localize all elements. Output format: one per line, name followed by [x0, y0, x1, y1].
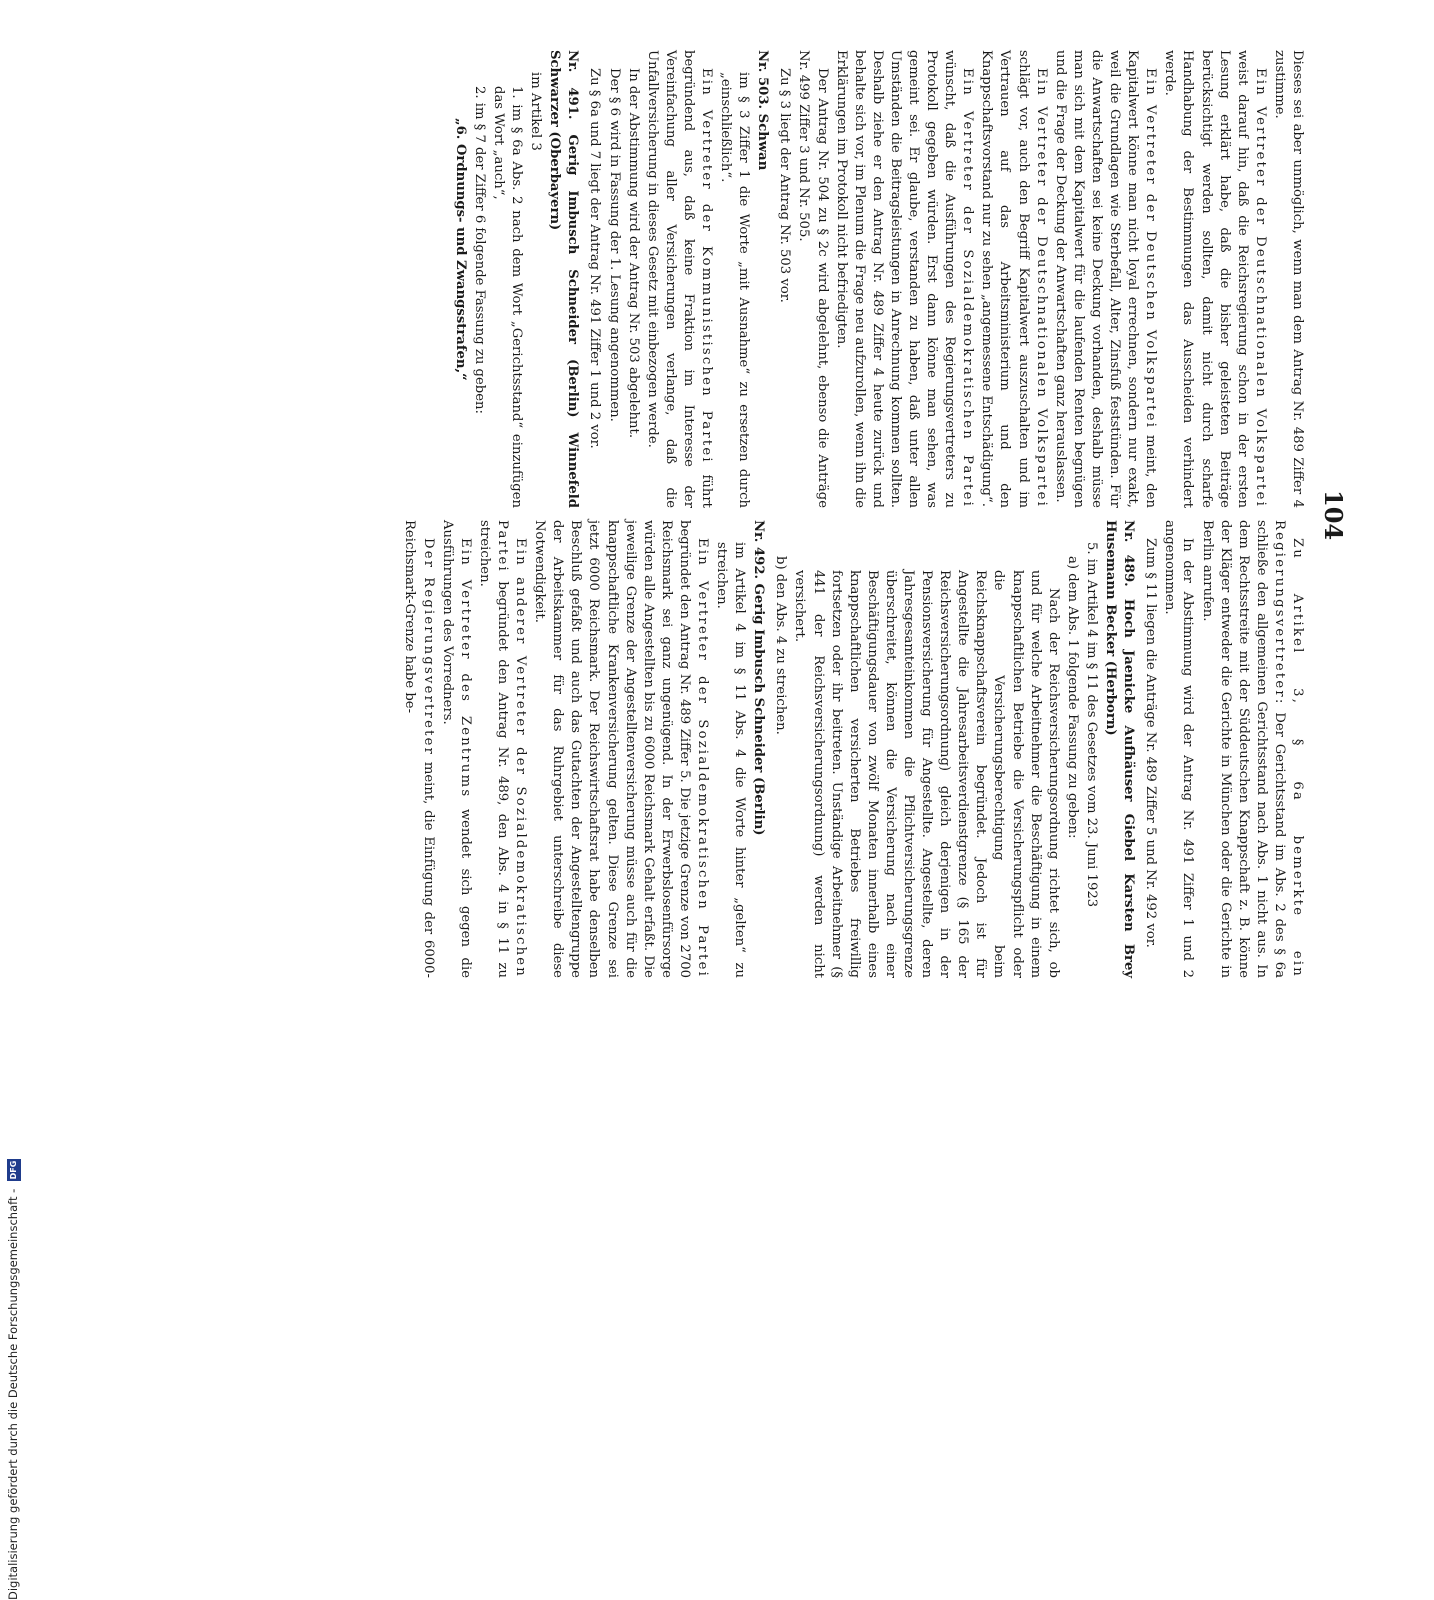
paragraph [1160, 50, 1269, 508]
left-column [450, 50, 1306, 508]
paragraph-text: Zu § 6a und 7 liegt der Antrag Nr. 491 Ziffer 1 und 2 vor. [587, 68, 603, 449]
speaker-lead: Nr. 503. Schwan [755, 50, 771, 171]
paragraph-text: im Artikel 3 [528, 72, 544, 151]
paragraph [749, 520, 767, 978]
paragraph [624, 50, 642, 508]
rotated-page [58, 50, 1348, 980]
paragraph-text: im Artikel 4 im § 11 Abs. 4 die Worte hinter „gelten“ zu streichen. [714, 542, 748, 978]
paragraph [470, 50, 488, 508]
paragraph [790, 520, 1061, 978]
paragraph-text: wünscht, daß die Ausführungen des Regierungsvertreters zu Protokoll gegeben würden. Erst dann könne man sehen, was gemeint sei. Er glaube, verstanden zu haben, daß unter allen Umständen die Beitragsleistungen in Anrechnung kommen sollten. Deshalb ziehe er den Antrag Nr. 489 Ziffer 4 heute zurück und behalte sich vor, im Plenum die Frage neu aufzurollen, wenn ihn die Erklärungen im Protokoll nicht befriedigten. [833, 50, 958, 508]
paragraph-text: 2. im § 7 der Ziffer 6 folgende Fassung zu geben: [471, 86, 487, 414]
paragraph [475, 520, 529, 978]
paragraph-text: begründet den Antrag Nr. 489 Ziffer 5. Die jetzige Grenze von 2700 Reichsmark sei ganz ungenügend. In der Erwerbslosenfürsorge würden alle Angestellten bis zu 6000 Reichsmark Gehalt erfaßt. Die jeweilige Grenze der Angestelltenversicherung müsse auch für die knappschaftliche Krankenversicherung gelten. Diese Grenze sei jetzt 6000 Reichsmark. Der Reichswirtschaftsrat habe denselben Beschluß gefaßt und auch das Gutachten der Angestelltengruppe der Arbeitskammer für das Ruhrgebiet unterschreibe diese Notwendigkeit. [532, 520, 692, 978]
paragraph [1197, 520, 1306, 978]
speaker-lead: Ein Vertreter der Deutschnationalen Volkspartei [1252, 68, 1268, 508]
paragraph-text: meint, die Einfügung der 6000-Reichsmark-Grenze habe be- [402, 520, 436, 978]
paragraph [526, 50, 544, 508]
paragraph [794, 50, 830, 508]
paragraph [832, 50, 977, 508]
paragraph [753, 50, 771, 508]
paragraph [1101, 520, 1137, 978]
speaker-lead: Ein Vertreter der Deutschen Volkspartei [1143, 68, 1159, 430]
paragraph-text: Dieses sei aber unmöglich, wenn man dem Antrag Nr. 489 Ziffer 4 zustimme. [1271, 50, 1305, 508]
paragraph-text: Zu § 3 liegt der Antrag Nr. 503 vor. [777, 68, 793, 303]
paragraph [530, 520, 711, 978]
speaker-lead: Zu Artikel 3, § 6a bemerkte ein Regierungsvertreter: [1271, 520, 1305, 978]
paragraph [400, 520, 436, 978]
paragraph-text: 5. im Artikel 4 im § 11 des Gesetzes vom 23. Juni 1923 [1083, 542, 1099, 908]
paragraph-text: „6. Ordnungs- und Zwangsstrafen,“ [452, 118, 468, 381]
paragraph [712, 520, 748, 978]
paragraph-text: begründet den Antrag Nr. 489, den Abs. 4 in § 11 zu streichen. [476, 520, 510, 978]
paragraph [545, 50, 581, 508]
paragraph-text: Zum § 11 liegen die Anträge Nr. 489 Ziffer 5 und Nr. 492 vor. [1143, 538, 1159, 948]
paragraph [1082, 520, 1100, 978]
paragraph-text: Nach der Reichsversicherungsordnung richtet sich, ob und für welche Arbeitnehmer die Beschäftigung in einem knappschaftlichen Betriebe die Versicherungspflicht oder die Versicherungsberechtigung beim Reichsknappschaftsverein begründet. Jedoch ist für Angestellte die Jahresarbeitsverdienstgrenze (§ 165 der Reichsversicherungsordnung) gleich derjenigen in der Pensionsversicherung für Angestellte. Angestellte, deren Jahresgesamteinkommen die Pflichtversicherungsgrenze überschreitet, können die Versicherung nach einer Beschäftigungsdauer von zwölf Monaten innerhalb eines knappschaftlichen versicherten Betriebes freiwillig fortsetzen oder ihr beitreten. Unständige Arbeitnehmer (§ 441 der Reichsversicherungsordnung) werden nicht versichert. [792, 570, 1061, 978]
footer-text: Digitalisierung gefördert durch die Deutsche Forschungsgemeinschaft - [6, 1188, 20, 1600]
paragraph [489, 50, 525, 508]
speaker-lead: Nr. 489. Hoch Jaenicke Aufhäuser Giebel Karsten Brey Husemann Becker (Herborn) [1103, 520, 1137, 978]
paragraph [1160, 520, 1196, 978]
paragraph-text: im § 3 Ziffer 1 die Worte „mit Ausnahme“ zu ersetzen durch „einschließlich“. [718, 72, 752, 508]
speaker-lead: Der Regierungsvertreter [420, 538, 436, 757]
speaker-lead: Nr. 491. Gerig Imbusch Schneider (Berlin) Winnefeld Schwarzer (Oberbayern) [547, 50, 581, 508]
speaker-lead: Ein Vertreter der Deutschnationalen Volkspartei [1033, 68, 1049, 508]
page-number: 104 [1319, 490, 1348, 541]
paragraph [775, 50, 793, 508]
paragraph-text: a) dem Abs. 1 folgende Fassung zu geben: [1064, 556, 1080, 839]
speaker-lead: Ein Vertreter der Sozialdemokratischen Partei [695, 538, 710, 978]
paragraph [977, 50, 1049, 508]
speaker-lead: Ein Vertreter des Zentrums [457, 538, 473, 799]
paragraph-text: meint, den Kapitalwert könne man nicht loyal errechnen, sondern nur exakt, weil die Grundlagen wie Sterbefall, Alter, Zinsfuß feststünden. Für die Anwartschaften sei keine Deckung vorhanden, deshalb müsse man sich mit dem Kapitalwert für die laufenden Renten begnügen und die Frage der Deckung der Anwartschaften ganz herauslassen. [1052, 50, 1159, 508]
paragraph-text: b) den Abs. 4 zu streichen. [773, 556, 789, 735]
paragraph [1141, 520, 1159, 978]
paragraph-text: schlägt vor, auch den Begriff Kapitalwert auszuschalten und im Vertrauen auf das Arbeitsministerium und den Knappschaftsvorstand nur zu sehen „angemessene Entschädigung“. [979, 50, 1031, 508]
paragraph [643, 50, 715, 508]
paragraph-text: wendet sich gegen die Ausführungen des Vorredners. [439, 520, 473, 978]
paragraph [604, 50, 622, 508]
paragraph [451, 50, 469, 508]
speaker-lead: Ein anderer Vertreter der Sozialdemokratischen Partei [494, 520, 529, 978]
paragraph-text: In der Abstimmung wird der Antrag Nr. 491 Ziffer 1 und 2 angenommen. [1162, 520, 1196, 978]
paragraph-text: In der Abstimmung wird der Antrag Nr. 503 abgelehnt. [625, 68, 641, 439]
paragraph-text: Der § 6 wird in Fassung der 1. Lesung angenommen. [606, 68, 622, 422]
digitization-footer [2, 600, 24, 1600]
paragraph-text: Der Antrag Nr. 504 zu § 2c wird abgelehnt, ebenso die Anträge Nr. 499 Ziffer 3 und Nr. 505. [796, 50, 830, 508]
paragraph [1270, 50, 1306, 508]
paragraph-text: 1. im § 6a Abs. 2 nach dem Wort „Gerichtsstand“ einzufügen das Wort „auch“, [490, 86, 525, 508]
paragraph-text: weist darauf hin, daß die Reichsregierung schon in der ersten Lesung erklärt habe, daß die bisher geleisteten Beiträge berücksichtigt werden sollten, damit nicht durch scharfe Handhabung der Bestimmungen das Ausscheiden verhindert werde. [1162, 50, 1250, 508]
dfg-logo: DFG [7, 1159, 21, 1181]
paragraph [771, 520, 789, 978]
speaker-lead: Ein Vertreter der Kommunistischen Partei [699, 68, 714, 464]
paragraph [1063, 520, 1081, 978]
paragraph [585, 50, 603, 508]
paragraph-text: Der Gerichtsstand im Abs. 2 des § 6a schließe den allgemeinen Gerichtsstand nach Abs. 1 nicht aus. In dem Rechtsstreite mit der Süddeutschen Knappschaft z. B. könne der Kläger entweder die Gerichte in München oder die Gerichte in Berlin anrufen. [1199, 520, 1287, 978]
paragraph [716, 50, 752, 508]
speaker-lead: Ein Vertreter der Sozialdemokratischen Partei [960, 68, 976, 508]
speaker-lead: Nr. 492. Gerig Imbusch Schneider (Berlin) [751, 520, 767, 836]
right-column [399, 520, 1306, 978]
paragraph [438, 520, 474, 978]
paragraph-text: führt begründend aus, daß keine Fraktion im Interesse der Vereinfachung aller Versicherungen verlange, daß die Unfallversicherung in dieses Gesetz mit einbezogen werde. [644, 50, 714, 508]
paragraph [1051, 50, 1160, 508]
